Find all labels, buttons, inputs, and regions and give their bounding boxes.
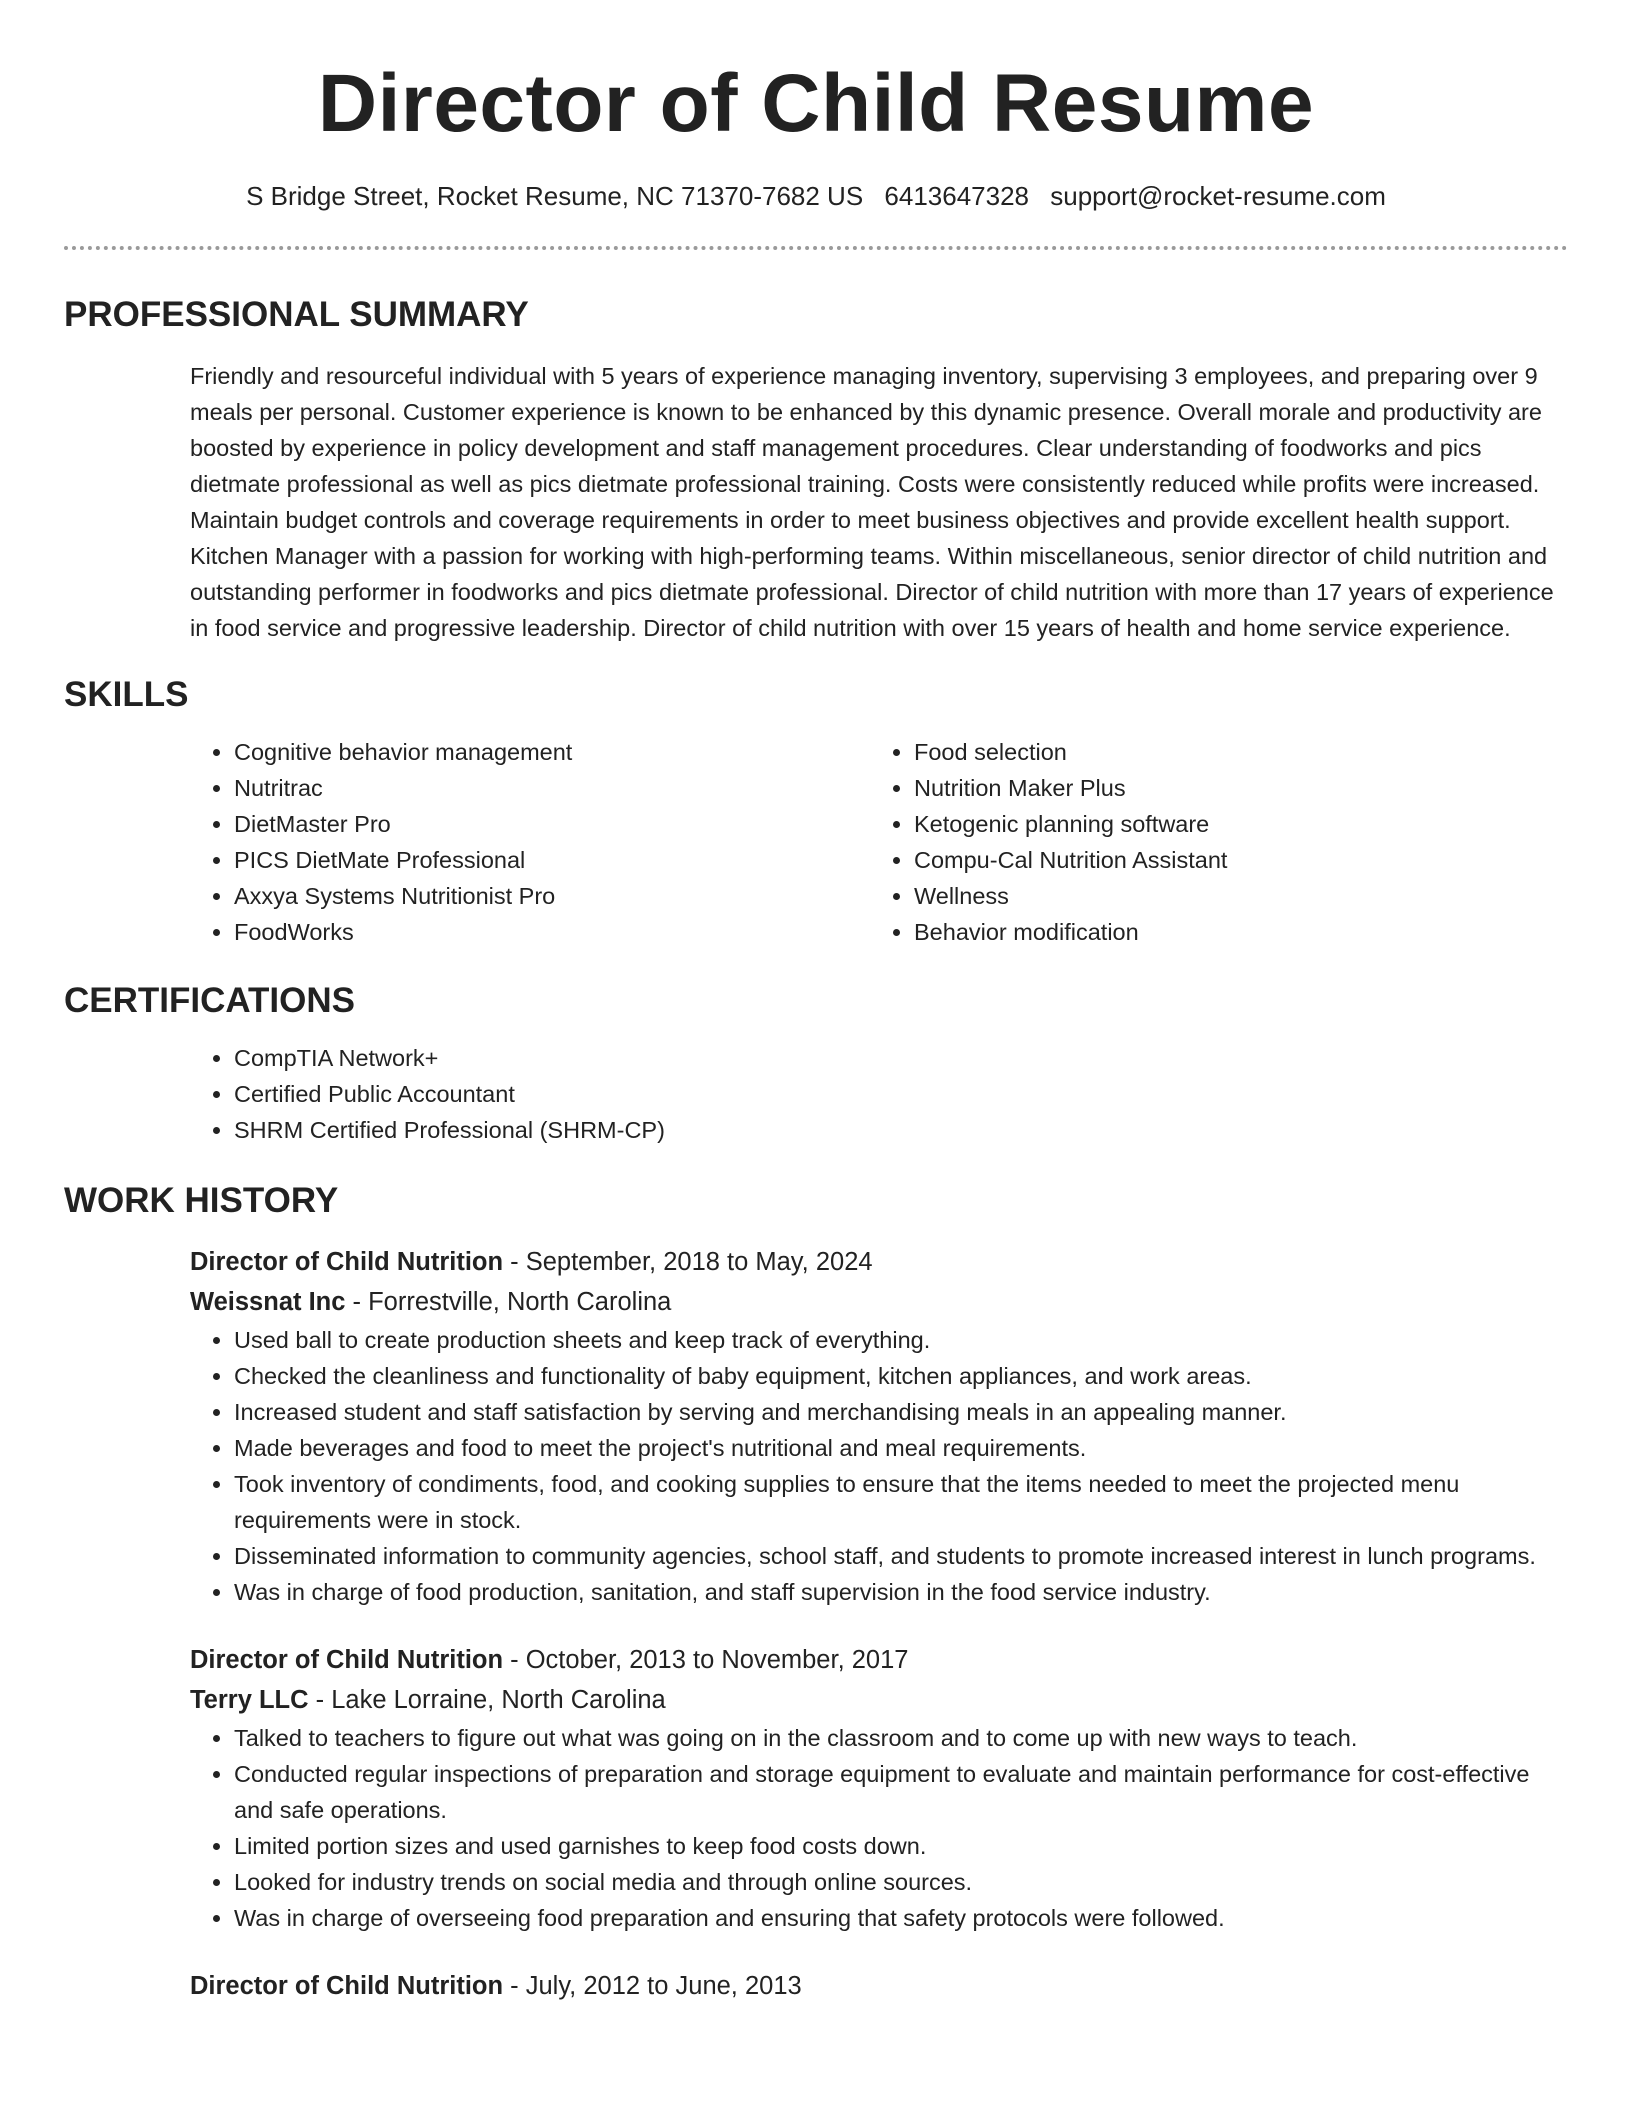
skill-item: • Compu-Cal Nutrition Assistant xyxy=(914,842,1550,878)
skill-item: • FoodWorks xyxy=(234,914,870,950)
skills-heading: SKILLS xyxy=(64,675,189,714)
job-bullet: • Talked to teachers to figure out what was going on in the classroom and to come up with new ways to teach. xyxy=(234,1720,1568,1756)
skill-item: • PICS DietMate Professional xyxy=(234,842,870,878)
job-title-line xyxy=(190,1966,1568,2006)
job-entry xyxy=(190,1242,1568,1610)
job-title: Director of Child Nutrition xyxy=(190,1248,504,1276)
resume-title: Director of Child Resume xyxy=(317,58,1315,149)
summary-text: Friendly and resourceful individual with 5 years of experience managing inventory, supervising 3 employees, and preparing over 9 meals per personal. Customer experience is known to be enhanced by this dynamic presence. Overall morale and productivity are boosted by experience in policy development and staff management procedures. Clear understanding of foodworks and pics dietmate professional as well as pics dietmate professional training. Costs were consistently reduced while profits were increased. Maintain budget controls and coverage requirements in order to meet business objectives and provide excellent health support. Kitchen Manager with a passion for working with high-performing teams. Within miscellaneous, senior director of child nutrition and outstanding performer in foodworks and pics dietmate professional. Director of child nutrition with more than 17 years of experience in food service and progressive leadership. Director of child nutrition with over 15 years of health and home service experience. xyxy=(190,363,1554,641)
job-location: - Lake Lorraine, North Carolina xyxy=(308,1686,666,1714)
skills-column-right xyxy=(870,734,1550,950)
job-dates: - July, 2012 to June, 2013 xyxy=(503,1972,802,2000)
skill-item: • Nutrition Maker Plus xyxy=(914,770,1550,806)
skill-item: • Wellness xyxy=(914,878,1550,914)
job-bullet: • Was in charge of overseeing food preparation and ensuring that safety protocols were followed. xyxy=(234,1900,1568,1936)
job-bullet: • Limited portion sizes and used garnishes to keep food costs down. xyxy=(234,1828,1568,1864)
summary-heading: PROFESSIONAL SUMMARY xyxy=(64,295,529,334)
job-title: Director of Child Nutrition xyxy=(190,1646,504,1674)
job-entry xyxy=(190,1966,1568,2006)
job-title-line xyxy=(190,1640,1568,1680)
job-entry xyxy=(190,1640,1568,1936)
certifications-heading: CERTIFICATIONS xyxy=(64,981,356,1020)
header-divider xyxy=(64,246,1568,250)
job-dates: - September, 2018 to May, 2024 xyxy=(503,1248,873,1276)
certification-item: • SHRM Certified Professional (SHRM-CP) xyxy=(234,1112,1568,1148)
skill-item: • Cognitive behavior management xyxy=(234,734,870,770)
contact-address: S Bridge Street, Rocket Resume, NC 71370-7682 US xyxy=(246,181,864,211)
job-company-line xyxy=(190,1282,1568,1322)
job-company-line xyxy=(190,1680,1568,1720)
job-bullets xyxy=(190,1720,1568,1936)
resume-page xyxy=(64,0,1568,2006)
job-bullet: • Was in charge of food production, sanitation, and staff supervision in the food service industry. xyxy=(234,1574,1568,1610)
job-bullet: • Took inventory of condiments, food, and cooking supplies to ensure that the items needed to meet the projected menu requirements were in stock. xyxy=(234,1466,1568,1538)
skill-item: • Ketogenic planning software xyxy=(914,806,1550,842)
contact-phone: 6413647328 xyxy=(884,181,1030,211)
job-location: - Forrestville, North Carolina xyxy=(345,1288,672,1316)
work-history-heading: WORK HISTORY xyxy=(64,1181,339,1220)
job-bullet: • Looked for industry trends on social media and through online sources. xyxy=(234,1864,1568,1900)
job-dates: - October, 2013 to November, 2017 xyxy=(503,1646,909,1674)
job-bullet: • Disseminated information to community agencies, school staff, and students to promote increased interest in lunch programs. xyxy=(234,1538,1568,1574)
contact-email: support@rocket-resume.com xyxy=(1050,181,1386,211)
skills-column-left xyxy=(190,734,870,950)
certification-item: • Certified Public Accountant xyxy=(234,1076,1568,1112)
skill-item: • Axxya Systems Nutritionist Pro xyxy=(234,878,870,914)
job-bullet: • Used ball to create production sheets and keep track of everything. xyxy=(234,1322,1568,1358)
skill-item: • Behavior modification xyxy=(914,914,1550,950)
job-bullet: • Checked the cleanliness and functionality of baby equipment, kitchen appliances, and work areas. xyxy=(234,1358,1568,1394)
job-company: Terry LLC xyxy=(190,1686,309,1714)
certifications-list xyxy=(190,1040,1568,1148)
job-bullet: • Conducted regular inspections of preparation and storage equipment to evaluate and maintain performance for cost-effective and safe operations. xyxy=(234,1756,1568,1828)
skill-item: • Food selection xyxy=(914,734,1550,770)
job-bullet: • Increased student and staff satisfaction by serving and merchandising meals in an appealing manner. xyxy=(234,1394,1568,1430)
contact-line xyxy=(64,178,1568,214)
job-company: Weissnat Inc xyxy=(190,1288,346,1316)
certification-item: • CompTIA Network+ xyxy=(234,1040,1568,1076)
job-title: Director of Child Nutrition xyxy=(190,1972,504,2000)
skill-item: • DietMaster Pro xyxy=(234,806,870,842)
skills-grid xyxy=(190,734,1568,950)
job-bullets xyxy=(190,1322,1568,1610)
skill-item: • Nutritrac xyxy=(234,770,870,806)
job-title-line xyxy=(190,1242,1568,1282)
job-bullet: • Made beverages and food to meet the project's nutritional and meal requirements. xyxy=(234,1430,1568,1466)
